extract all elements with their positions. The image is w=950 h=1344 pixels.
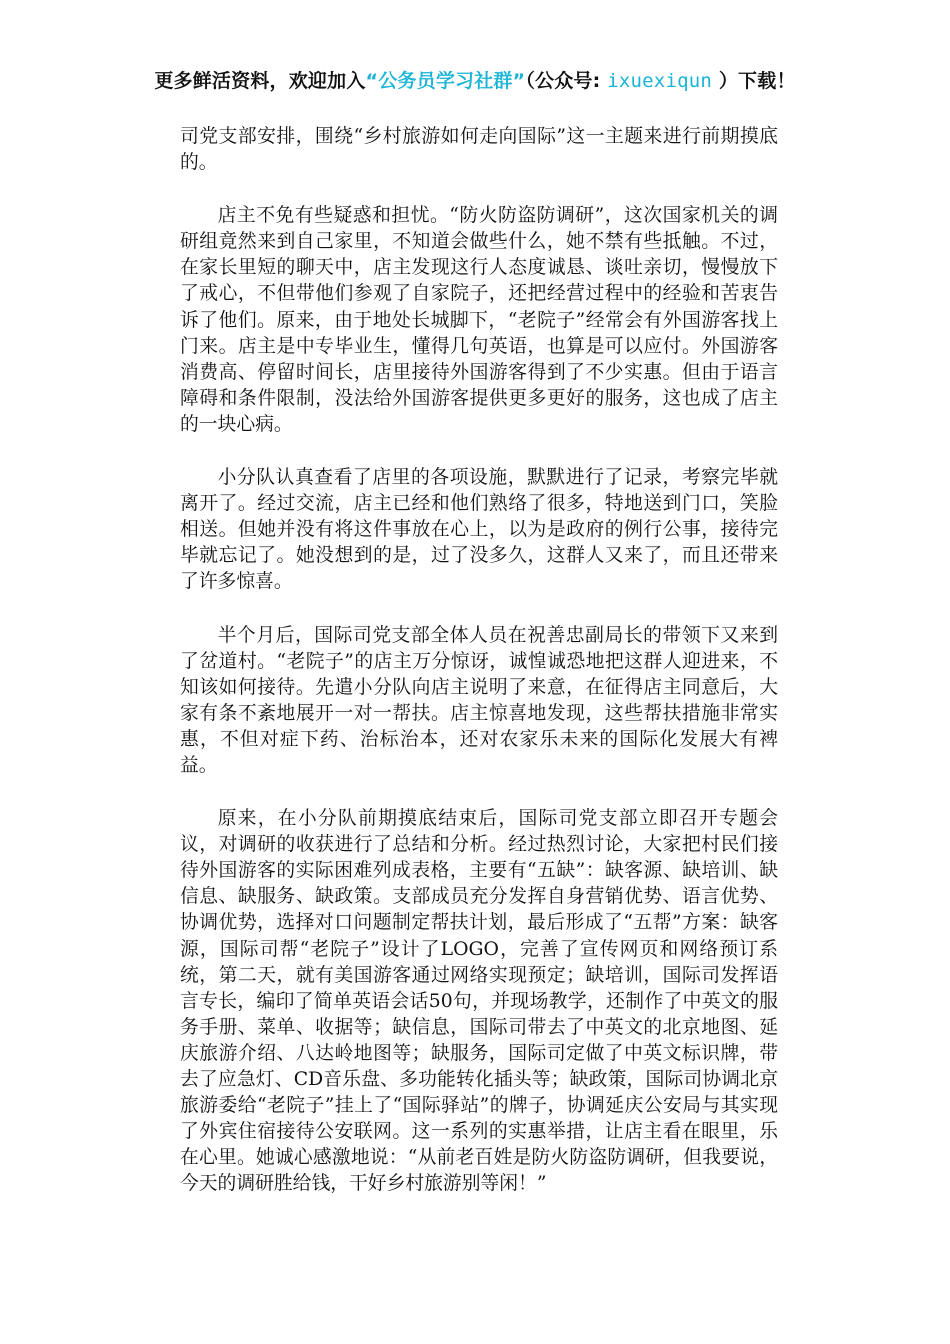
paragraph: 半个月后，国际司党支部全体人员在祝善忠副局长的带领下又来到了岔道村。“老院子”的店主万分惊讶，诚惶诚恐地把这群人迎进来，不知该如何接待。先遣小分队向店主说明了来意，在征得店主同意后，大家有条不紊地展开一对一帮扶。店主惊喜地发现，这些帮扶措施非常实惠，不但对症下药、治标治本，还对农家乐未来的国际化发展大有裨益。	[180, 624, 778, 776]
article-body	[180, 124, 778, 1224]
banner-text-after: ）下载！	[718, 70, 796, 92]
banner-text-middle: （公众号:	[525, 70, 601, 92]
download-banner	[0, 66, 950, 93]
paragraph: 小分队认真查看了店里的各项设施，默默进行了记录，考察完毕就离开了。经过交流，店主已经和他们熟络了很多，特地送到门口，笑脸相送。但她并没有将这件事放在心上，以为是政府的例行公事，接待完毕就忘记了。她没想到的是，过了没多久，这群人又来了，而且还带来了许多惊喜。	[180, 467, 778, 593]
paragraph: 店主不免有些疑惑和担忧。“防火防盗防调研”，这次国家机关的调研组竟然来到自己家里，不知道会做些什么，她不禁有些抵触。不过，在家长里短的聊天中，店主发现这行人态度诚恳、谈吐亲切，慢慢放下了戒心，不但带他们参观了自家院子，还把经营过程中的经验和苦衷告诉了他们。原来，由于地处长城脚下，“老院子”经常会有外国游客找上门来。店主是中专毕业生，懂得几句英语，也算是可以应付。外国游客消费高、停留时间长，店里接待外国游客得到了不少实惠。但由于语言障碍和条件限制，没法给外国游客提供更多更好的服务，这也成了店主的一块心病。	[180, 205, 778, 435]
paragraph: 原来，在小分队前期摸底结束后，国际司党支部立即召开专题会议，对调研的收获进行了总结和分析。经过热烈讨论，大家把村民们接待外国游客的实际困难列成表格，主要有“五缺”：缺客源、缺培训、缺信息、缺服务、缺政策。支部成员充分发挥自身营销优势、语言优势、协调优势，选择对口问题制定帮扶计划，最后形成了“五帮”方案：缺客源，国际司帮“老院子”设计了LOGO，完善了宣传网页和网络预订系统，第二天，就有美国游客通过网络实现预定；缺培训，国际司发挥语言专长，编印了简单英语会话50句，并现场教学，还制作了中英文的服务手册、菜单、收据等；缺信息，国际司带去了中英文的北京地图、延庆旅游介绍、八达岭地图等；缺服务，国际司定做了中英文标识牌，带去了应急灯、CD音乐盘、多功能转化插头等；缺政策，国际司协调北京旅游委给“老院子”挂上了“国际驿站”的牌子，协调延庆公安局与其实现了外宾住宿接待公安联网。这一系列的实惠举措，让店主看在眼里，乐在心里。她诚心感激地说：“从前老百姓是防火防盗防调研，但我要说，今天的调研胜给钱，干好乡村旅游别等闲！”	[180, 808, 778, 1195]
banner-text-before: 更多鲜活资料，欢迎加入	[154, 70, 366, 92]
community-name-link[interactable]: “公务员学习社群”	[365, 70, 526, 92]
paragraph-continuation: 司党支部安排，围绕“乡村旅游如何走向国际”这一主题来进行前期摸底的。	[180, 126, 778, 174]
account-id: ixuexiqun	[607, 70, 713, 92]
